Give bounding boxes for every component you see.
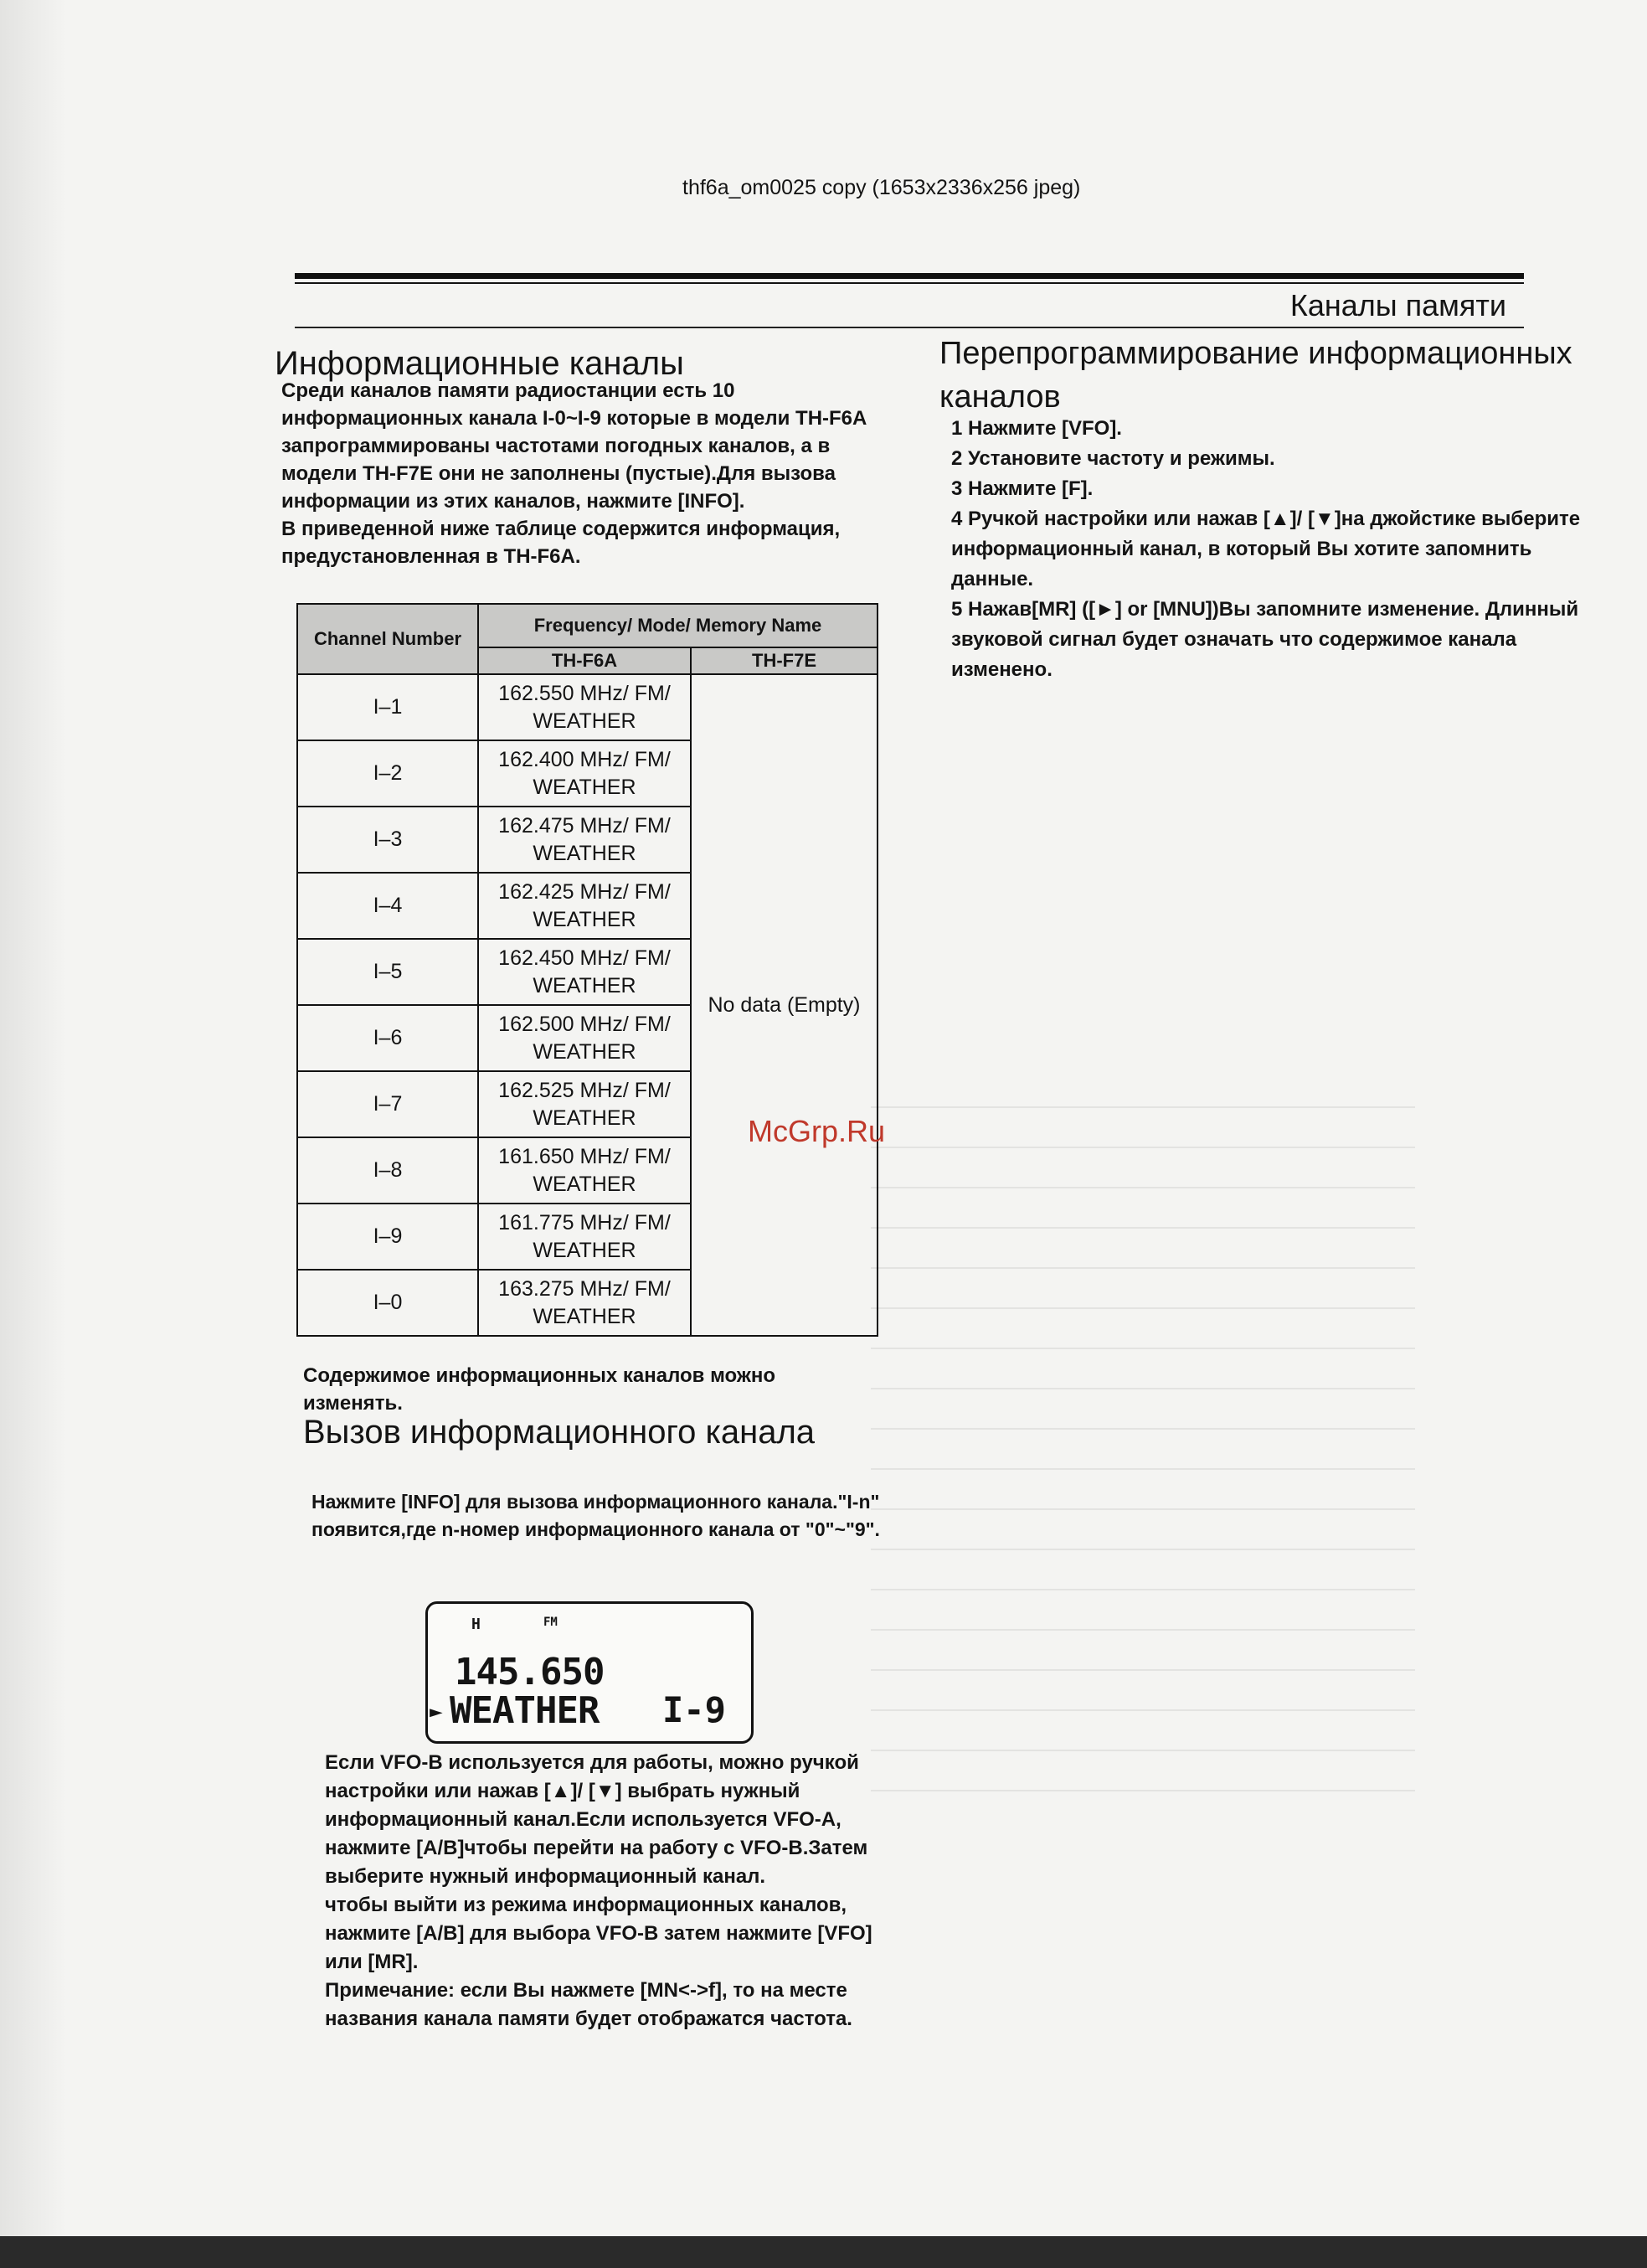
f6a-name: WEATHER xyxy=(533,907,636,931)
vfo-paragraph-1: Если VFO-B используется для работы, можно ручкой настройки или нажав [▲]/ [▼] выбрать нужный информационный канал.Если используется VFO-A, нажмите [A/B]чтобы перейти на работу с VFO-B.Затем выберите нужный информационный канал. xyxy=(325,1751,868,1888)
f6a-freq: 163.275 MHz/ FM/ xyxy=(498,1276,671,1301)
vfo-paragraph-2: чтобы выйти из режима информационных каналов, нажмите [A/B] для выбора VFO-B затем нажмите [VFO] или [MR]. xyxy=(325,1894,872,1973)
f6a-cell xyxy=(478,939,691,1005)
f6a-freq: 162.550 MHz/ FM/ xyxy=(498,681,671,705)
f6a-name: WEATHER xyxy=(533,1039,636,1064)
step-4: 4 Ручкой настройки или нажав [▲]/ [▼]на джойстике выберите информационный канал, в который Вы хотите запомнить данные. xyxy=(951,508,1581,590)
vfo-paragraph-3: Примечание: если Вы нажмете [MN<->f], то на месте названия канала памяти будет отображатся частота. xyxy=(325,1979,852,2030)
f6a-name: WEATHER xyxy=(533,775,636,799)
scan-margin-left xyxy=(0,0,67,2268)
header-th-f6a: TH-F6A xyxy=(478,647,691,674)
f6a-cell xyxy=(478,740,691,807)
header-frequency-group: Frequency/ Mode/ Memory Name xyxy=(478,604,878,647)
lcd-mode-indicator: FM xyxy=(543,1616,558,1629)
f6a-cell xyxy=(478,1204,691,1270)
channel-cell: I–8 xyxy=(297,1137,478,1204)
lcd-arrow-icon: ► xyxy=(430,1699,443,1724)
f6a-name: WEATHER xyxy=(533,709,636,733)
f6a-freq: 162.400 MHz/ FM/ xyxy=(498,747,671,771)
channel-cell: I–0 xyxy=(297,1270,478,1336)
f6a-name: WEATHER xyxy=(533,1238,636,1262)
section-rule xyxy=(295,327,1524,328)
info-intro-p2: В приведенной ниже таблице содержится информация, предустановленная в TH-F6A. xyxy=(281,518,841,568)
recall-heading: Вызов информационного канала xyxy=(303,1414,816,1451)
f6a-cell xyxy=(478,807,691,873)
lcd-display xyxy=(425,1601,754,1744)
f6a-cell xyxy=(478,674,691,740)
section-title: Каналы памяти xyxy=(1289,288,1506,322)
lcd-power-indicator: H xyxy=(471,1616,481,1633)
bleed-through-table xyxy=(871,1068,1415,1759)
info-intro xyxy=(281,377,909,570)
f6a-cell xyxy=(478,873,691,939)
f6a-freq: 162.525 MHz/ FM/ xyxy=(498,1078,671,1102)
watermark: McGrp.Ru xyxy=(748,1114,886,1148)
info-channel-table xyxy=(296,603,878,1337)
channel-cell: I–6 xyxy=(297,1005,478,1071)
reprogram-heading: Перепрограммирование информационных каналов xyxy=(939,336,1572,415)
f7e-cell: No data (Empty) xyxy=(691,674,878,1336)
lcd-frequency: 145.650 xyxy=(455,1651,605,1693)
f6a-name: WEATHER xyxy=(533,1304,636,1328)
lcd-channel: I-9 xyxy=(662,1689,726,1730)
step-3: 3 Нажмите [F]. xyxy=(951,477,1094,500)
vfo-instructions xyxy=(325,1749,878,2033)
step-1: 1 Нажмите [VFO]. xyxy=(951,417,1122,440)
info-channels-heading: Информационные каналы xyxy=(275,345,684,382)
f6a-freq: 162.500 MHz/ FM/ xyxy=(498,1012,671,1036)
f6a-name: WEATHER xyxy=(533,841,636,865)
info-intro-p1: Среди каналов памяти радиостанции есть 10 информационных канала I-0~I-9 которые в модели TH-F6A запрограммированы частотами погодных каналов, а в модели TH-F7E они не заполнены (пустые).Для вызова информации из этих каналов, нажмите [INFO]. xyxy=(281,379,867,513)
f6a-name: WEATHER xyxy=(533,1106,636,1130)
channel-cell: I–9 xyxy=(297,1204,478,1270)
f6a-freq: 162.450 MHz/ FM/ xyxy=(498,946,671,970)
header-th-f7e: TH-F7E xyxy=(691,647,878,674)
f6a-cell xyxy=(478,1137,691,1204)
step-2: 2 Установите частоту и режимы. xyxy=(951,447,1275,470)
f6a-cell xyxy=(478,1071,691,1137)
f6a-freq: 161.775 MHz/ FM/ xyxy=(498,1210,671,1235)
f6a-cell xyxy=(478,1270,691,1336)
f6a-name: WEATHER xyxy=(533,973,636,997)
channel-cell: I–1 xyxy=(297,674,478,740)
channel-cell: I–3 xyxy=(297,807,478,873)
header-channel-number: Channel Number xyxy=(297,604,478,674)
channel-cell: I–4 xyxy=(297,873,478,939)
scan-margin-bottom xyxy=(0,2236,1647,2268)
header-rule xyxy=(295,273,1524,279)
f6a-name: WEATHER xyxy=(533,1172,636,1196)
channel-cell: I–7 xyxy=(297,1071,478,1137)
header-rule-thin xyxy=(295,282,1524,284)
channel-cell: I–2 xyxy=(297,740,478,807)
step-5: 5 Нажав[MR] ([►] or [MNU])Вы запомните изменение. Длинный звуковой сигнал будет означать что содержимое канала изменено. xyxy=(951,598,1579,681)
reprogram-steps xyxy=(951,414,1588,685)
file-caption: thf6a_om0025 copy (1653x2336x256 jpeg) xyxy=(682,176,1081,199)
channel-cell: I–5 xyxy=(297,939,478,1005)
lcd-memory-name: WEATHER xyxy=(450,1689,600,1732)
f6a-cell xyxy=(478,1005,691,1071)
table-row xyxy=(297,674,878,740)
f6a-freq: 161.650 MHz/ FM/ xyxy=(498,1144,671,1168)
editable-note: Содержимое информационных каналов можно изменять. xyxy=(303,1364,776,1415)
f6a-freq: 162.425 MHz/ FM/ xyxy=(498,879,671,904)
recall-text: Нажмите [INFO] для вызова информационного канала."I-n" появится,где n-номер информационного канала от "0"~"9". xyxy=(311,1491,880,1540)
f6a-freq: 162.475 MHz/ FM/ xyxy=(498,813,671,838)
